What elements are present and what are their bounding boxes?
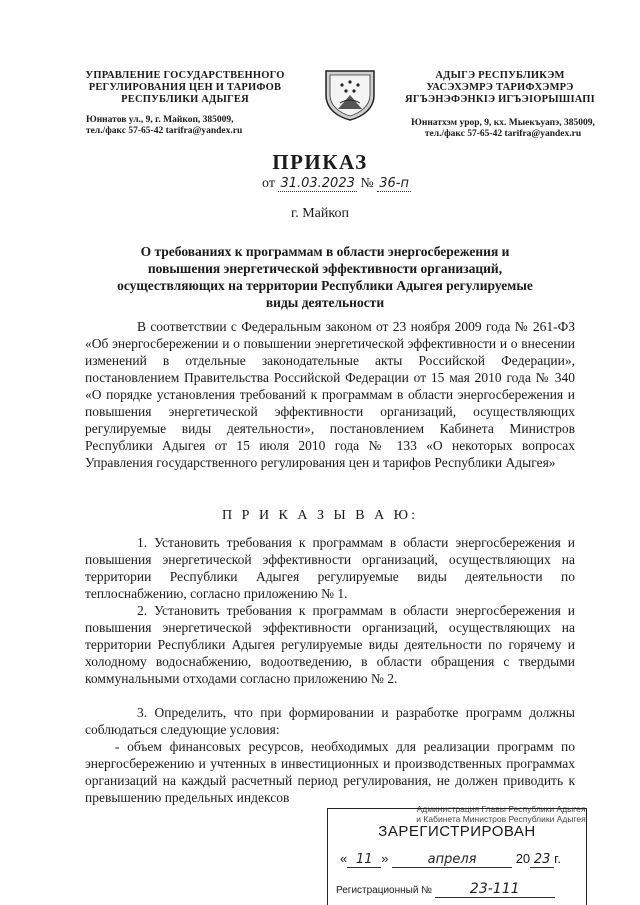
number-label: № bbox=[360, 176, 374, 191]
from-label: от bbox=[262, 176, 275, 191]
address-left-line-2: тел./факс 57-65-42 tarifra@yandex.ru bbox=[86, 126, 243, 136]
org-name-left bbox=[80, 70, 290, 106]
stamp-reg-label: Регистрационный № bbox=[336, 885, 432, 896]
address-left-line-1: Юннатов ул., 9, г. Майкоп, 385009, bbox=[86, 115, 234, 125]
stamp-date: « 11 » апреля 20 23 г. bbox=[340, 851, 561, 867]
stamp-day: 11 bbox=[347, 852, 381, 868]
city: г. Майкоп bbox=[291, 206, 349, 221]
address-right-line-1: Юннатхэм урор, 9, кх. Мыекъуапэ, 385009, bbox=[411, 118, 595, 128]
org-name-right-line-2: УАСЭХЭМРЭ ТАРИФХЭМРЭ bbox=[426, 82, 574, 93]
stamp-faint-line-2: и Кабинета Министров Республики Адыгея bbox=[416, 814, 586, 824]
stamp-title: ЗАРЕГИСТРИРОВАН bbox=[378, 823, 536, 840]
stamp-year-suffix: 23 bbox=[530, 852, 554, 868]
order-date: 31.03.2023 bbox=[280, 176, 355, 191]
stamp-faint-line-1: Администрация Главы Республики Адыгея bbox=[416, 804, 586, 814]
document-title: ПРИКАЗ bbox=[272, 150, 368, 174]
prikazyvayu-heading: П Р И К А З Ы В А Ю: bbox=[222, 508, 418, 523]
order-item-3-sub: - объем финансовых ресурсов, необходимых для реализации программ по энергосбережению и учтенных в инвестиционных и производственных программах организаций на каждый расчетный период регулирования, не должен приводить к превышению предельных индексов bbox=[85, 739, 575, 805]
org-name-right-line-3: ЯГЪЭНЭФЭНКIЭ ИГЪЭIОРЫШIАПI bbox=[405, 94, 595, 105]
stamp-year-prefix: 20 bbox=[515, 851, 531, 866]
stamp-reg-number: 23-111 bbox=[435, 881, 555, 898]
address-right-line-2: тел./факс 57-65-42 tarifra@yandex.ru bbox=[424, 129, 582, 139]
order-subject: О требованиях к программам в области энергосбережения и повышения энергетической эффективности организаций, осуществляющих на территории Республики Адыгея регулируемые виды деятельности bbox=[117, 244, 533, 310]
org-name-right bbox=[400, 70, 600, 106]
address-right bbox=[403, 118, 603, 140]
preamble-paragraph: В соответствии с Федеральным законом от 23 ноября 2009 года № 261-ФЗ «Об энергосбережении и о повышении энергетической эффективности и о внесении изменений в отдельные законодательные акты Российской Федерации», постановлением Правительства Российской Федерации от 15 мая 2010 года № 340 «О порядке установления требований к программам в области энергосбережения и повышения энергетической эффективности организаций, осуществляющих регулируемые виды деятельности», постановлением Кабинета Министров Республики Адыгея от 15 июля 2010 года № 133 «О некоторых вопросах Управления государственного регулирования цен и тарифов Республики Адыгея» bbox=[85, 319, 575, 470]
order-item-1: 1. Установить требования к программам в области энергосбережения и повышения энергетической эффективности организаций, осуществляющих на территории Республики Адыгея регулируемые виды деятельности по теплоснабжению, согласно приложению № 1. bbox=[85, 535, 575, 601]
stamp-registration bbox=[336, 881, 581, 898]
order-number: 36-п bbox=[379, 176, 409, 191]
address-left bbox=[86, 115, 296, 137]
org-name-left-text: УПРАВЛЕНИЕ ГОСУДАРСТВЕННОГО РЕГУЛИРОВАНИЯ ЦЕН И ТАРИФОВ РЕСПУБЛИКИ АДЫГЕЯ bbox=[85, 70, 285, 105]
order-item-3: 3. Определить, что при формировании и разработке программ должны соблюдаться следующие условия: bbox=[85, 705, 575, 737]
registration-stamp bbox=[327, 808, 587, 905]
order-date-number bbox=[262, 176, 411, 192]
org-name-right-line-1: АДЫГЭ РЕСПУБЛИКЭМ bbox=[435, 70, 565, 81]
stamp-month: апреля bbox=[392, 852, 512, 868]
republic-emblem-icon bbox=[320, 65, 380, 121]
order-item-2: 2. Установить требования к программам в области энергосбережения и повышения энергетической эффективности организаций, осуществляющих на территории Республики Адыгея регулируемые виды деятельности по горячему и холодному водоснабжению, водоотведению, в области обращения с твердыми коммунальными отходами согласно приложению № 2. bbox=[85, 603, 575, 686]
